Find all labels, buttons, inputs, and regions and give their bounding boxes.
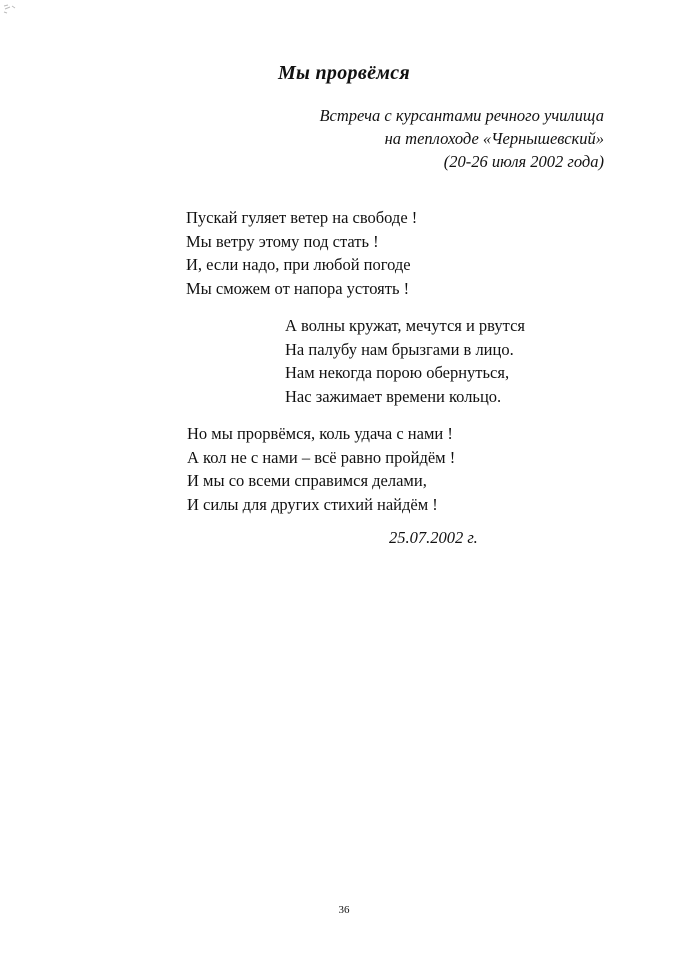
verse-line: А волны кружат, мечутся и рвутся [285, 316, 525, 335]
verse-line: Пускай гуляет ветер на свободе ! [186, 208, 418, 227]
stanza-3 [187, 422, 455, 516]
dedication-line: на теплоходе «Чернышевский» [384, 129, 604, 148]
verse-line: Нам некогда порою обернуться, [285, 363, 510, 382]
scan-artifact-mark [3, 4, 17, 14]
verse-line: Мы ветру этому под стать ! [186, 231, 379, 251]
verse-line: На палубу нам брызгами в лицо. [285, 339, 514, 359]
poem-date: 25.07.2002 г. [389, 528, 478, 547]
stanza-2 [285, 314, 525, 408]
stanza-1 [186, 206, 417, 300]
dedication-line: (20-26 июля 2002 года) [443, 152, 604, 171]
verse-line: И силы для других стихий найдём ! [187, 494, 438, 514]
verse-line: Мы сможем от напора устоять ! [186, 278, 410, 298]
verse-line: И мы со всеми справимся делами, [187, 471, 427, 490]
poem-title: Мы прорвёмся [277, 62, 411, 84]
verse-line: Нас зажимает времени кольцо. [285, 386, 502, 406]
dedication-line: Встреча с курсантами речного училища [319, 106, 604, 125]
verse-line: И, если надо, при любой погоде [186, 255, 411, 274]
page-number: 36 [338, 904, 350, 916]
verse-line: А кол не с нами – всё равно пройдём ! [187, 447, 456, 467]
dedication [319, 104, 604, 173]
verse-line: Но мы прорвёмся, коль удача с нами ! [187, 424, 453, 443]
